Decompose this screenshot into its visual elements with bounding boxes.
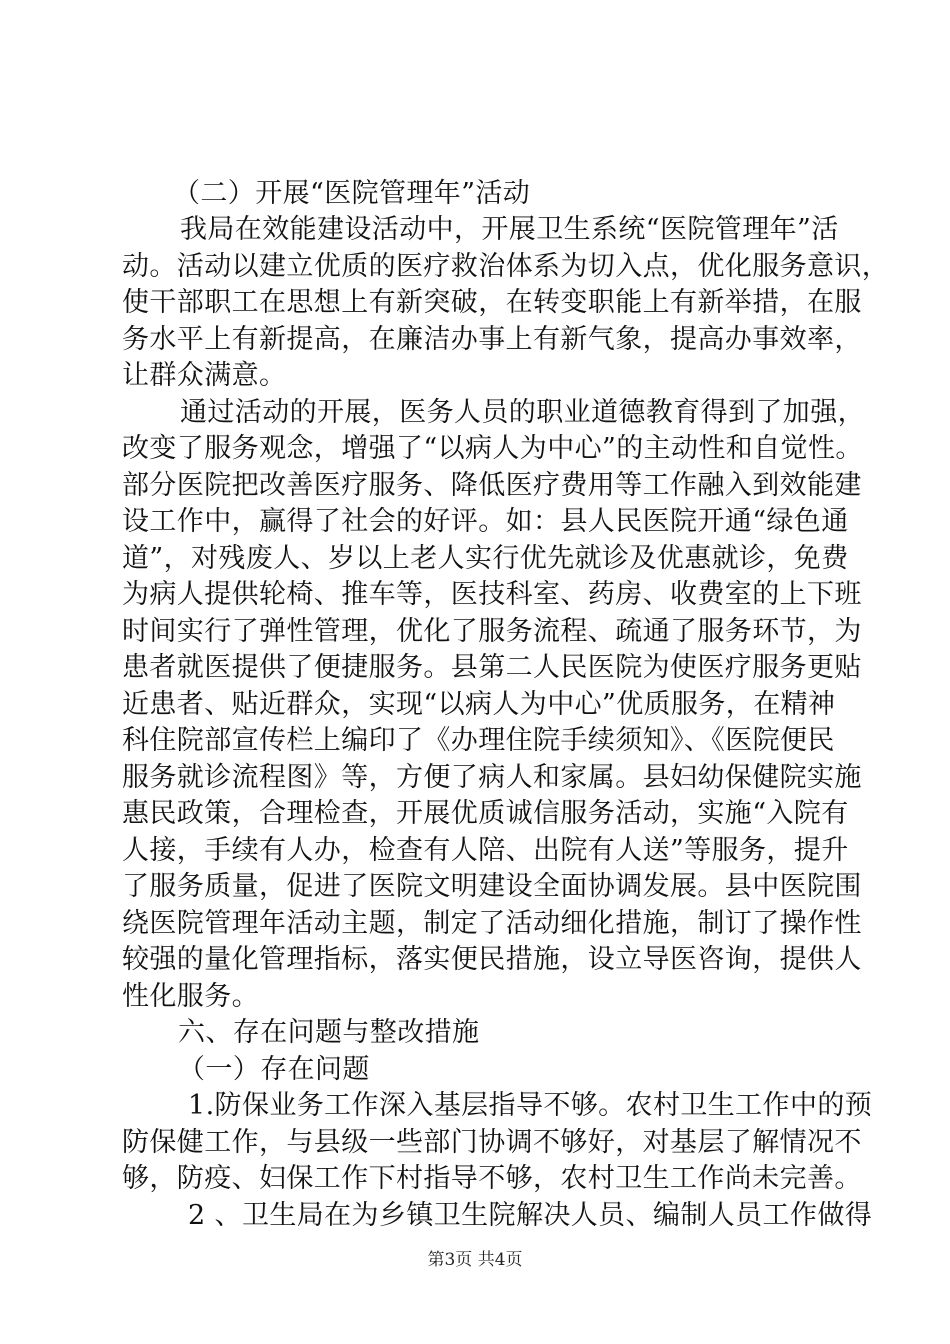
subsection-heading: （一）存在问题 <box>178 1054 370 1085</box>
paragraph-line: 部分医院把改善医疗服务、降低医疗费用等工作融入到效能建 <box>122 470 862 501</box>
paragraph-line: 较强的量化管理指标，落实便民措施，设立导医咨询，提供人 <box>122 944 862 975</box>
paragraph-line: 使干部职工在思想上有新突破，在转变职能上有新举措，在服 <box>122 287 862 318</box>
paragraph-line: 通过活动的开展，医务人员的职业道德教育得到了加强， <box>180 397 865 428</box>
paragraph-line: 1.防保业务工作深入基层指导不够。农村卫生工作中的预 <box>188 1090 873 1121</box>
paragraph-line: 动。活动以建立优质的医疗救治体系为切入点，优化服务意识， <box>122 251 890 282</box>
paragraph-line: 务水平上有新提高，在廉洁办事上有新气象，提高办事效率， <box>122 324 862 355</box>
paragraph-line: 患者就医提供了便捷服务。县第二人民医院为使医疗服务更贴 <box>122 652 862 683</box>
paragraph-line: 科住院部宣传栏上编印了《办理住院手续须知》、《医院便民 <box>122 725 835 756</box>
paragraph-line: 惠民政策，合理检查，开展优质诚信服务活动，实施“入院有 <box>122 798 849 829</box>
paragraph-line: 2 、卫生局在为乡镇卫生院解决人员、编制人员工作做得 <box>188 1200 873 1231</box>
paragraph-line: 改变了服务观念，增强了“以病人为中心”的主动性和自觉性。 <box>122 433 863 464</box>
paragraph-line: 道”，对残废人、岁以上老人实行优先就诊及优惠就诊，免费 <box>122 543 849 574</box>
paragraph-line: 人接，手续有人办，检查有人陪、出院有人送”等服务，提升 <box>122 835 849 866</box>
paragraph-line: 我局在效能建设活动中，开展卫生系统“医院管理年”活 <box>180 214 839 245</box>
paragraph-line: 够，防疫、妇保工作下村指导不够，农村卫生工作尚未完善。 <box>122 1163 862 1194</box>
paragraph-line: 时间实行了弹性管理，优化了服务流程、疏通了服务环节，为 <box>122 616 862 647</box>
paragraph-line: 为病人提供轮椅、推车等，医技科室、药房、收费室的上下班 <box>122 579 862 610</box>
paragraph-line: 防保健工作，与县级一些部门协调不够好，对基层了解情况不 <box>122 1127 862 1158</box>
paragraph-line: 了服务质量，促进了医院文明建设全面协调发展。县中医院围 <box>122 871 862 902</box>
paragraph-line: 让群众满意。 <box>122 360 287 391</box>
paragraph-line: 服务就诊流程图》等，方便了病人和家属。县妇幼保健院实施 <box>122 762 862 793</box>
section-heading: （二）开展“医院管理年”活动 <box>173 178 531 209</box>
paragraph-line: 绕医院管理年活动主题，制定了活动细化措施，制订了操作性 <box>122 908 862 939</box>
paragraph-line: 设工作中，赢得了社会的好评。如：县人民医院开通“绿色通 <box>122 506 849 537</box>
page-number-footer: 第3页 共4页 <box>427 1250 523 1270</box>
paragraph-line: 近患者、贴近群众，实现“以病人为中心”优质服务，在精神 <box>122 689 836 720</box>
paragraph-line: 性化服务。 <box>122 981 259 1012</box>
section-heading: 六、存在问题与整改措施 <box>178 1017 480 1048</box>
